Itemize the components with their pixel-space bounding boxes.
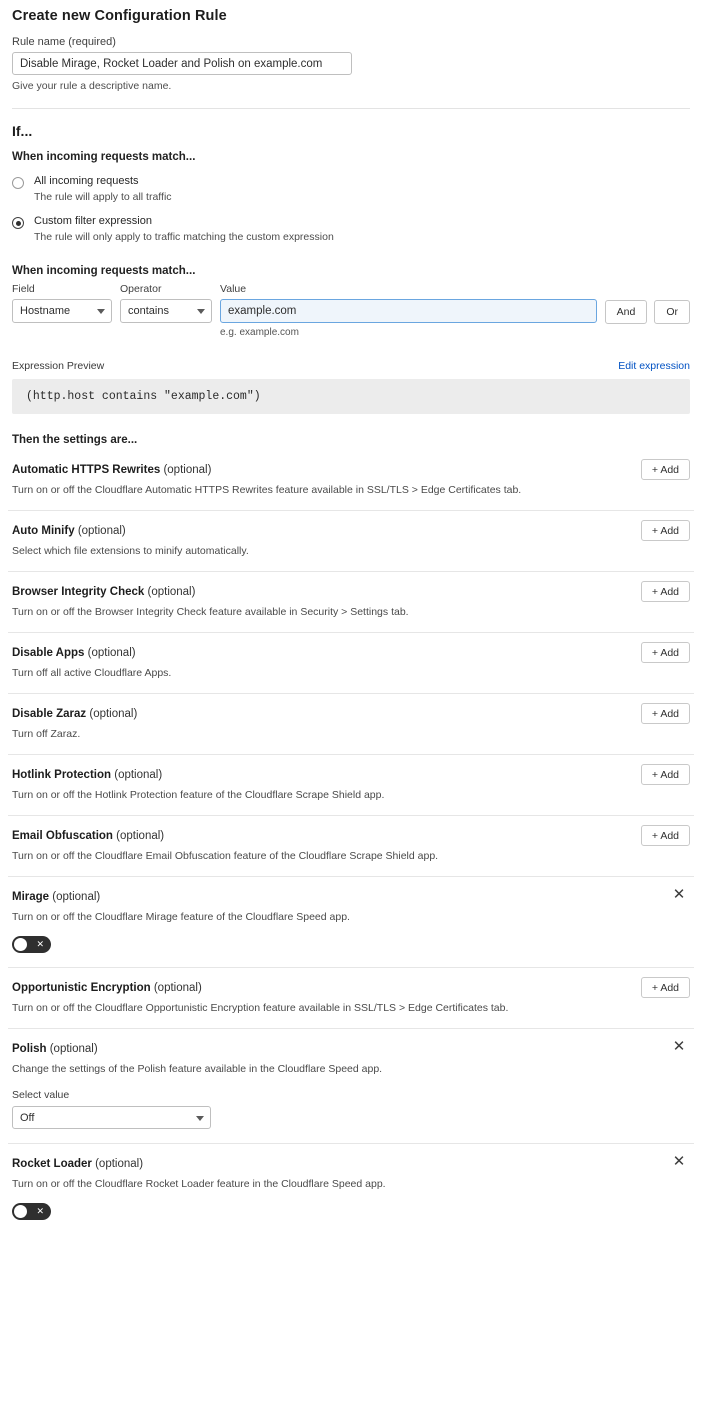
field-column-label: Field <box>12 283 35 295</box>
add-button[interactable]: + Add <box>641 520 690 541</box>
edit-expression-link[interactable]: Edit expression <box>618 360 690 372</box>
chevron-down-icon <box>97 309 105 314</box>
and-or-buttons <box>605 300 690 324</box>
setting-polish <box>8 1028 694 1129</box>
field-column <box>12 283 112 323</box>
page-title: Create new Configuration Rule <box>12 8 227 24</box>
operator-select[interactable] <box>120 299 212 323</box>
setting-description: Select which file extensions to minify automatically. <box>12 545 249 557</box>
add-button[interactable]: + Add <box>641 764 690 785</box>
setting-description: Turn on or off the Cloudflare Mirage feature of the Cloudflare Speed app. <box>12 911 350 923</box>
setting-optional: (optional) <box>116 830 165 842</box>
radio-desc-all-requests: The rule will apply to all traffic <box>34 191 172 203</box>
setting-optional: (optional) <box>89 708 138 720</box>
field-select[interactable] <box>12 299 112 323</box>
value-column <box>220 283 597 338</box>
operator-select-value: contains <box>128 305 169 317</box>
setting-description: Turn off all active Cloudflare Apps. <box>12 667 172 679</box>
value-hint: e.g. example.com <box>220 327 299 338</box>
setting-disable-zaraz <box>8 693 694 740</box>
chevron-down-icon <box>196 1116 204 1121</box>
remove-button[interactable]: ✕ <box>672 1153 686 1170</box>
rule-name-input[interactable] <box>12 52 352 75</box>
rule-name-help: Give your rule a descriptive name. <box>12 80 172 92</box>
add-button[interactable]: + Add <box>641 459 690 480</box>
radio-option-custom-filter[interactable] <box>8 203 694 243</box>
field-select-value: Hostname <box>20 305 71 317</box>
setting-optional: (optional) <box>49 1043 98 1055</box>
setting-title: Hotlink Protection <box>12 769 112 781</box>
setting-title: Rocket Loader <box>12 1158 92 1170</box>
setting-optional: (optional) <box>77 525 126 537</box>
setting-title: Browser Integrity Check <box>12 586 145 598</box>
setting-email-obfuscation <box>8 815 694 862</box>
remove-button[interactable]: ✕ <box>672 886 686 903</box>
polish-select-value: Off <box>20 1111 35 1124</box>
radio-label-custom-filter: Custom filter expression <box>34 215 152 227</box>
rule-name-label: Rule name (required) <box>12 36 116 48</box>
value-column-label: Value <box>220 283 247 295</box>
toggle-off-icon: ✕ <box>36 1206 44 1216</box>
setting-title: Disable Apps <box>12 647 85 659</box>
toggle-off-icon: ✕ <box>36 939 44 949</box>
setting-description: Turn on or off the Cloudflare Email Obfuscation feature of the Cloudflare Scrape Shield app. <box>12 850 439 862</box>
expression-preview-box: (http.host contains "example.com") <box>12 379 690 414</box>
expression-preview-label: Expression Preview <box>12 360 105 372</box>
setting-opportunistic-encryption <box>8 967 694 1014</box>
add-button[interactable]: + Add <box>641 703 690 724</box>
setting-title: Mirage <box>12 891 50 903</box>
radio-icon-selected[interactable] <box>12 217 24 229</box>
mirage-toggle[interactable] <box>12 936 51 953</box>
setting-description: Turn on or off the Cloudflare Opportunistic Encryption feature available in SSL/TLS > Edge Certificates tab. <box>12 1002 509 1014</box>
setting-description: Turn on or off the Browser Integrity Check feature available in Security > Settings tab. <box>12 606 409 618</box>
builder-label: When incoming requests match... <box>12 265 196 277</box>
setting-automatic-https-rewrites <box>8 450 694 496</box>
setting-description: Turn on or off the Cloudflare Rocket Loader feature in the Cloudflare Speed app. <box>12 1178 386 1190</box>
add-button[interactable]: + Add <box>641 642 690 663</box>
setting-description: Turn off Zaraz. <box>12 728 81 740</box>
operator-column <box>120 283 212 323</box>
polish-select-label: Select value <box>12 1089 70 1101</box>
setting-rocket-loader <box>8 1143 694 1220</box>
add-button[interactable]: + Add <box>641 581 690 602</box>
setting-optional: (optional) <box>95 1158 144 1170</box>
setting-title: Automatic HTTPS Rewrites <box>12 464 161 476</box>
setting-optional: (optional) <box>147 586 196 598</box>
add-button[interactable]: + Add <box>641 977 690 998</box>
setting-disable-apps <box>8 632 694 679</box>
rocket-loader-toggle[interactable] <box>12 1203 51 1220</box>
expression-preview-header <box>8 338 694 372</box>
setting-optional: (optional) <box>153 982 202 994</box>
setting-auto-minify <box>8 510 694 557</box>
setting-title: Disable Zaraz <box>12 708 87 720</box>
setting-mirage <box>8 876 694 953</box>
radio-label-all-requests: All incoming requests <box>34 175 139 187</box>
polish-select[interactable] <box>12 1106 211 1129</box>
toggle-knob <box>14 938 27 951</box>
setting-optional: (optional) <box>114 769 163 781</box>
remove-button[interactable]: ✕ <box>672 1038 686 1055</box>
setting-optional: (optional) <box>52 891 101 903</box>
add-button[interactable]: + Add <box>641 825 690 846</box>
then-heading: Then the settings are... <box>12 434 138 446</box>
operator-column-label: Operator <box>120 283 162 295</box>
and-button[interactable]: And <box>605 300 648 324</box>
setting-title: Email Obfuscation <box>12 830 113 842</box>
setting-description: Turn on or off the Cloudflare Automatic HTTPS Rewrites feature available in SSL/TLS > Edge Certificates tab. <box>12 484 522 496</box>
or-button[interactable]: Or <box>654 300 690 324</box>
setting-description: Change the settings of the Polish feature available in the Cloudflare Speed app. <box>12 1063 383 1075</box>
setting-title: Polish <box>12 1043 47 1055</box>
setting-hotlink-protection <box>8 754 694 801</box>
chevron-down-icon <box>197 309 205 314</box>
radio-desc-custom-filter: The rule will only apply to traffic matching the custom expression <box>34 231 334 243</box>
setting-description: Turn on or off the Hotlink Protection feature of the Cloudflare Scrape Shield app. <box>12 789 385 801</box>
setting-title: Opportunistic Encryption <box>12 982 151 994</box>
setting-optional: (optional) <box>163 464 212 476</box>
if-heading: If... <box>12 123 33 139</box>
setting-browser-integrity-check <box>8 571 694 618</box>
match-label: When incoming requests match... <box>12 151 196 163</box>
expression-builder-row <box>8 277 694 338</box>
radio-option-all-requests[interactable] <box>8 163 694 203</box>
radio-icon-unselected[interactable] <box>12 177 24 189</box>
setting-optional: (optional) <box>87 647 136 659</box>
setting-title: Auto Minify <box>12 525 75 537</box>
value-input[interactable] <box>220 299 597 323</box>
toggle-knob <box>14 1205 27 1218</box>
